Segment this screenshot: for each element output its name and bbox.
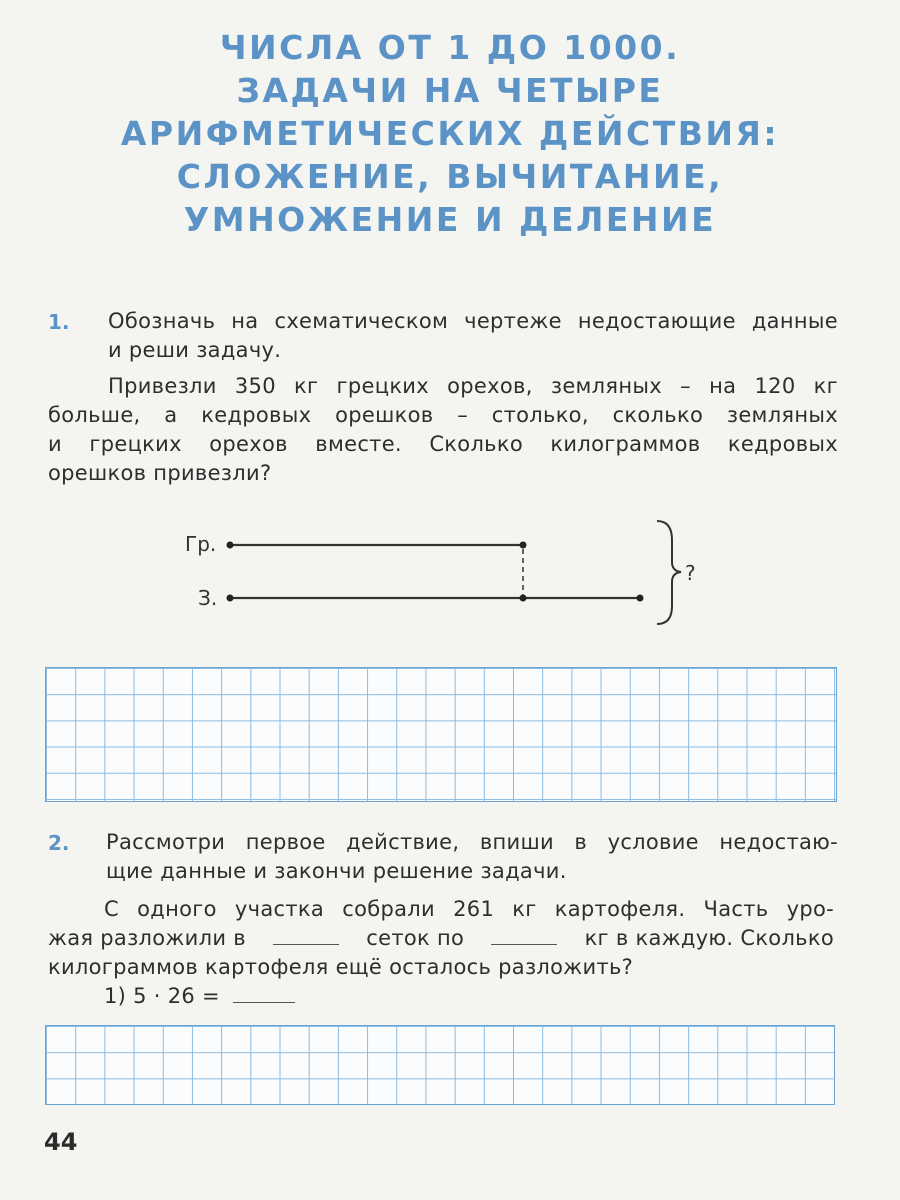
task2-problem-line: С одного участка собрали 261 кг картофеля. Часть уро- bbox=[104, 897, 834, 921]
blank-kg-per-net[interactable] bbox=[491, 926, 557, 945]
blank-nets-count[interactable] bbox=[273, 926, 339, 945]
point bbox=[227, 595, 234, 602]
task1-problem-line: больше, а кедровых орешков – столько, сколько земляных bbox=[48, 403, 838, 427]
task1-instruction-line: и реши задачу. bbox=[108, 338, 282, 362]
label-peanuts: З. bbox=[198, 586, 218, 610]
title-line: АРИФМЕТИЧЕСКИХ ДЕЙСТВИЯ: bbox=[120, 114, 780, 153]
answer-grid-1[interactable] bbox=[45, 667, 837, 802]
title-line: СЛОЖЕНИЕ, ВЫЧИТАНИЕ, bbox=[176, 157, 724, 196]
title-line: ЗАДАЧИ НА ЧЕТЫРЕ bbox=[236, 71, 664, 110]
task1-number: 1. bbox=[48, 310, 70, 334]
task1-problem-line: Привезли 350 кг грецких орехов, земляных – на 120 кг bbox=[108, 374, 838, 398]
task1-instruction-line: Обозначь на схематическом чертеже недостающие данные bbox=[108, 309, 838, 333]
label-walnuts: Гр. bbox=[185, 532, 217, 556]
point bbox=[520, 595, 527, 602]
task2-problem-line: килограммов картофеля ещё осталось разложить? bbox=[48, 955, 634, 979]
task2-text-part: жая разложили в bbox=[48, 926, 246, 950]
page-number: 44 bbox=[44, 1128, 78, 1156]
task2-problem-line bbox=[48, 924, 834, 953]
step1-expression: 1) 5 · 26 = bbox=[104, 984, 220, 1008]
point bbox=[227, 542, 234, 549]
task2-step1 bbox=[48, 982, 834, 1011]
brace-icon bbox=[657, 521, 681, 624]
task2-instruction bbox=[106, 828, 838, 886]
task2-instruction-line: Рассмотри первое действие, впиши в условие недостаю- bbox=[106, 830, 838, 854]
title-line: УМНОЖЕНИЕ И ДЕЛЕНИЕ bbox=[183, 200, 717, 239]
task2-text-part: кг в каждую. Сколько bbox=[584, 926, 834, 950]
task1-problem-line: орешков привезли? bbox=[48, 461, 272, 485]
task2-problem bbox=[48, 895, 834, 1011]
title-line: ЧИСЛА ОТ 1 ДО 1000. bbox=[219, 28, 681, 67]
task2-instruction-line: щие данные и закончи решение задачи. bbox=[106, 859, 567, 883]
blank-step1-answer[interactable] bbox=[233, 984, 295, 1003]
point bbox=[520, 542, 527, 549]
question-mark: ? bbox=[685, 561, 696, 585]
task2-text-part: сеток по bbox=[366, 926, 465, 950]
point bbox=[637, 595, 644, 602]
task2-number: 2. bbox=[48, 831, 70, 855]
answer-grid-2[interactable] bbox=[45, 1025, 835, 1105]
task1-problem-line: и грецких орехов вместе. Сколько килограммов кедровых bbox=[48, 432, 838, 456]
